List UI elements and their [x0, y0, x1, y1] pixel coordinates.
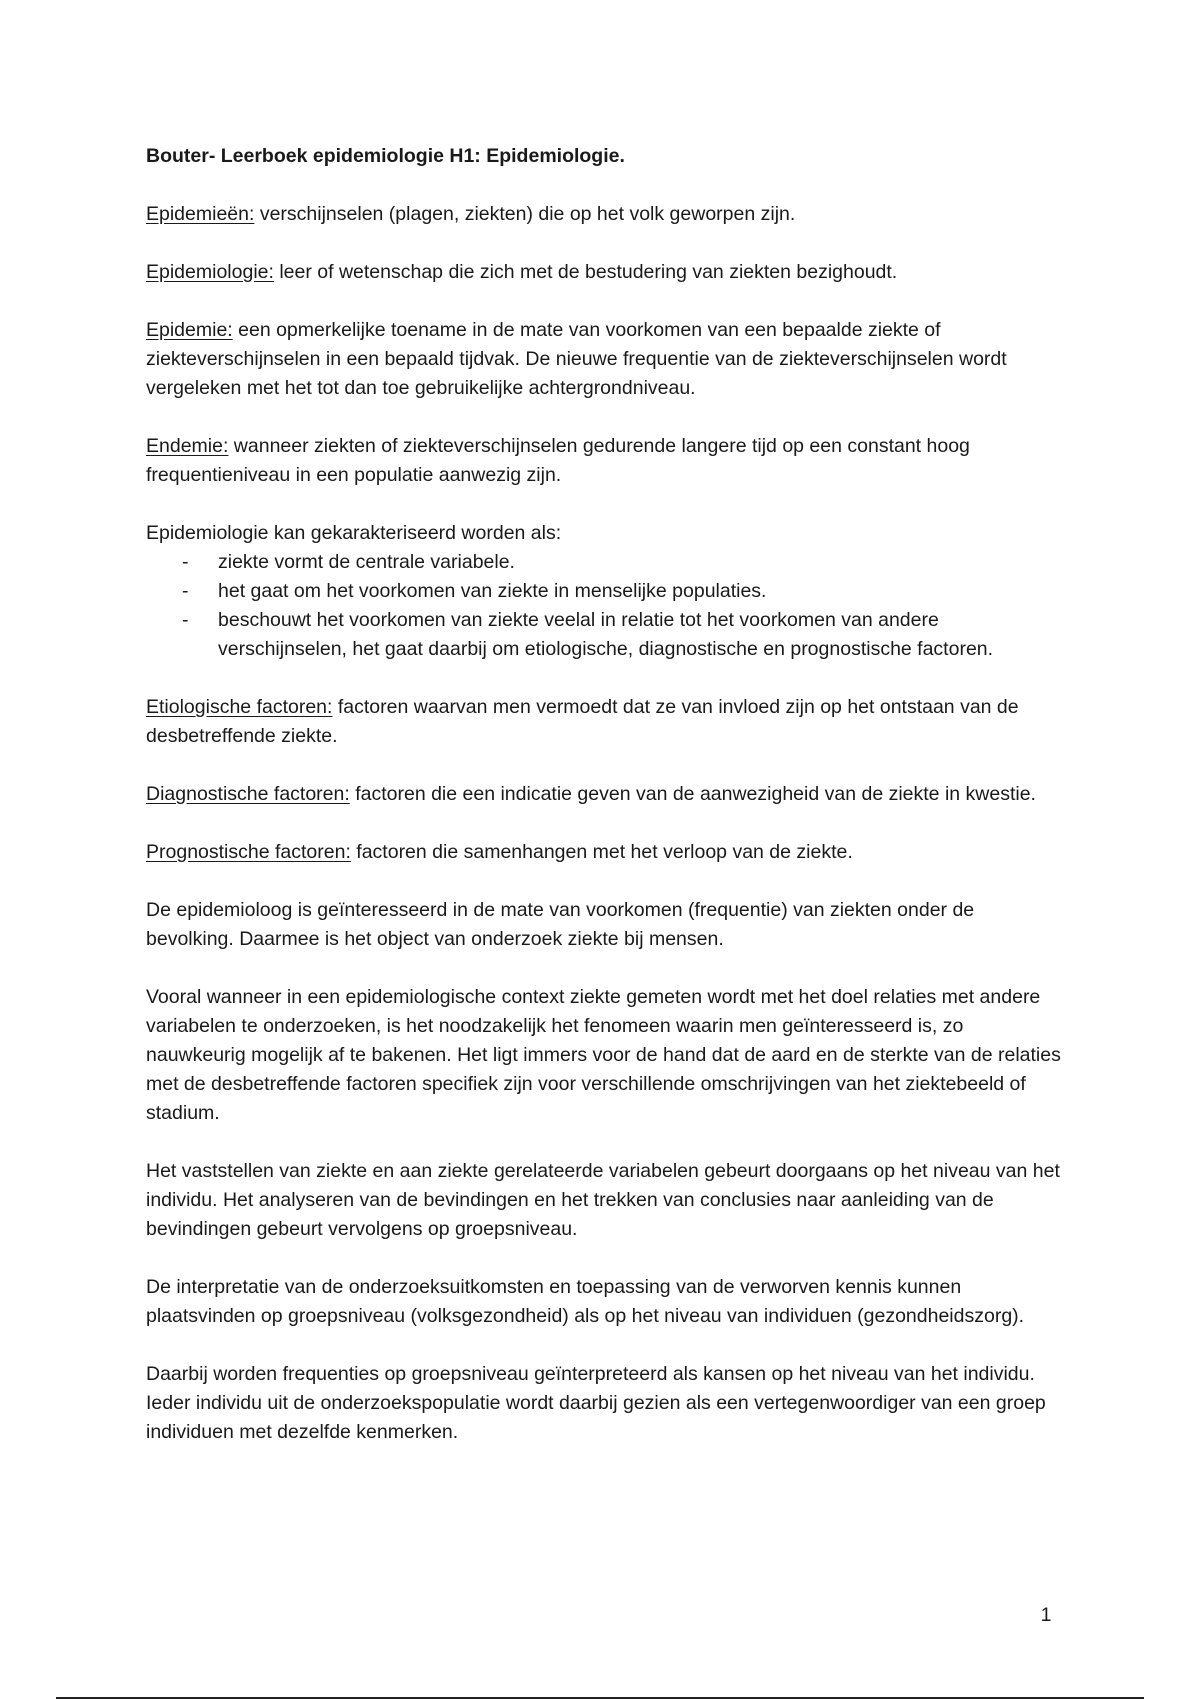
definition-epidemieen	[146, 200, 1066, 229]
definition-term: Endemie:	[146, 435, 229, 457]
document-title: Bouter- Leerboek epidemiologie H1: Epidemiologie.	[146, 145, 625, 167]
page-number: 1	[1040, 1604, 1052, 1626]
definition-text: factoren die een indicatie geven van de aanwezigheid van de ziekte in kwestie.	[349, 783, 1036, 805]
list-item: - ziekte vormt de centrale variabele.	[218, 548, 1066, 577]
list-item: - het gaat om het voorkomen van ziekte in menselijke populaties.	[218, 577, 1066, 606]
body-paragraph: De epidemioloog is geïnteresseerd in de mate van voorkomen (frequentie) van ziekten onder de bevolking. Daarmee is het object van onderzoek ziekte bij mensen.	[146, 899, 975, 950]
definition-epidemiologie	[146, 258, 1066, 287]
definition-text: verschijnselen (plagen, ziekten) die op het volk geworpen zijn.	[254, 203, 796, 225]
definition-term: Prognostische factoren:	[146, 841, 351, 863]
characterization-intro: Epidemiologie kan gekarakteriseerd worden als:	[146, 522, 562, 544]
definition-etiologische-factoren	[146, 693, 1066, 751]
definition-diagnostische-factoren	[146, 780, 1066, 809]
body-paragraph: Het vaststellen van ziekte en aan ziekte gerelateerde variabelen gebeurt doorgaans op het niveau van het individu. Het analyseren van de bevindingen en het trekken van conclusies naar aanleiding van de bevindingen gebeurt vervolgens op groepsniveau.	[146, 1160, 1060, 1240]
document-page	[146, 142, 1066, 1476]
definition-term: Diagnostische factoren:	[146, 783, 350, 805]
body-paragraph: De interpretatie van de onderzoeksuitkomsten en toepassing van de verworven kennis kunnen plaatsvinden op groepsniveau (volksgezondheid) als op het niveau van individuen (gezondheidszorg).	[146, 1276, 1025, 1327]
definition-term: Etiologische factoren:	[146, 696, 333, 718]
body-paragraph: Vooral wanneer in een epidemiologische context ziekte gemeten wordt met het doel relaties met andere variabelen te onderzoeken, is het noodzakelijk het fenomeen waarin men geïnteresseerd is, zo nauwkeurig mogelijk af te bakenen. Het ligt immers voor de hand dat de aard en de sterkte van de relaties met de desbetreffende factoren specifiek zijn voor verschillende omschrijvingen van het ziektebeeld of stadium.	[146, 986, 1061, 1124]
definition-text: factoren waarvan men vermoedt dat ze van invloed zijn op het ontstaan van de desbetreffende ziekte.	[146, 696, 1019, 747]
definition-term: Epidemie:	[146, 319, 233, 341]
definition-text: leer of wetenschap die zich met de bestudering van ziekten bezighoudt.	[273, 261, 898, 283]
definition-prognostische-factoren	[146, 838, 1066, 867]
definition-endemie	[146, 432, 1066, 490]
characterization-block	[146, 519, 1066, 664]
list-item: - beschouwt het voorkomen van ziekte veelal in relatie tot het voorkomen van andere verschijnselen, het gaat daarbij om etiologische, diagnostische en prognostische factoren.	[218, 606, 1066, 664]
definition-term: Epidemieën:	[146, 203, 255, 225]
body-paragraph: Daarbij worden frequenties op groepsniveau geïnterpreteerd als kansen op het niveau van het individu. Ieder individu uit de onderzoekspopulatie wordt daarbij gezien als een vertegenwoordiger van een groep individuen met dezelfde kenmerken.	[146, 1363, 1046, 1443]
definition-term: Epidemiologie:	[146, 261, 274, 283]
definition-epidemie	[146, 316, 1066, 403]
definition-text: wanneer ziekten of ziekteverschijnselen gedurende langere tijd op een constant hoog frequentieniveau in een populatie aanwezig zijn.	[146, 435, 970, 486]
definition-text: factoren die samenhangen met het verloop van de ziekte.	[350, 841, 853, 863]
footer-divider	[56, 1697, 1144, 1699]
characterization-list	[146, 548, 1066, 664]
definition-text: een opmerkelijke toename in de mate van voorkomen van een bepaalde ziekte of ziekteverschijnselen in een bepaald tijdvak. De nieuwe frequentie van de ziekteverschijnselen wordt vergeleken met het tot dan toe gebruikelijke achtergrondniveau.	[146, 319, 1007, 399]
